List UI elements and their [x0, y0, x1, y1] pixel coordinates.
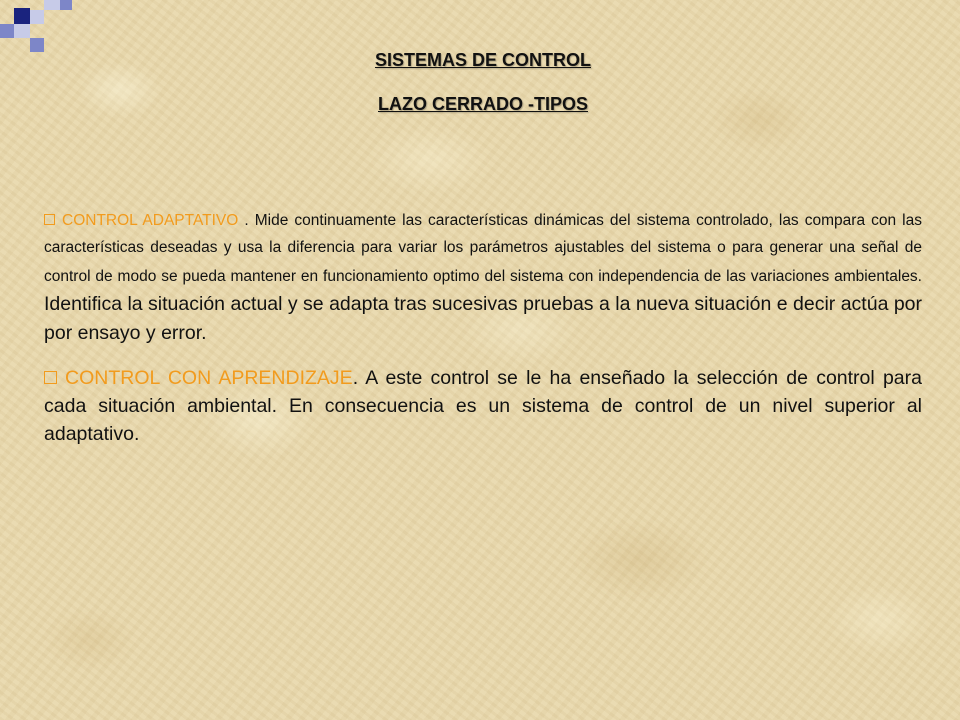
- list-item: [44, 207, 922, 348]
- square-bullet-icon: [44, 214, 55, 225]
- corner-square-light: [14, 24, 30, 38]
- square-bullet-icon: [44, 371, 57, 384]
- list-item: [44, 364, 922, 448]
- corner-square-mid: [60, 0, 72, 10]
- item-term: CONTROL ADAPTATIVO: [62, 212, 239, 229]
- bullet-list: [44, 207, 922, 448]
- item-term: CONTROL CON APRENDIZAJE: [65, 367, 353, 389]
- corner-square-light: [30, 10, 44, 24]
- item-text: . Mide continuamente las características dinámicas del sistema controlado, las compara con las características deseadas y usa la diferencia para variar los parámetros ajustables del sistema o para generar una señal de control de modo se pueda mantener en funcionamiento optimo del sistema con independencia de las variaciones ambientales.: [44, 212, 923, 285]
- page-subtitle: LAZO CERRADO -TIPOS: [378, 94, 588, 114]
- corner-square-mid: [0, 24, 14, 38]
- corner-square-dark: [14, 8, 30, 24]
- item-text-large: Identifica la situación actual y se adapta tras sucesivas pruebas a la nueva situación e decir actúa por por ensayo y error.: [44, 293, 923, 344]
- corner-square-light: [44, 0, 60, 10]
- page-title: SISTEMAS DE CONTROL: [374, 50, 591, 70]
- item-text: . A este control se le ha enseñado la selección de control para cada situación ambiental. En consecuencia es un sistema de control de un nivel superior al adaptativo.: [44, 367, 922, 445]
